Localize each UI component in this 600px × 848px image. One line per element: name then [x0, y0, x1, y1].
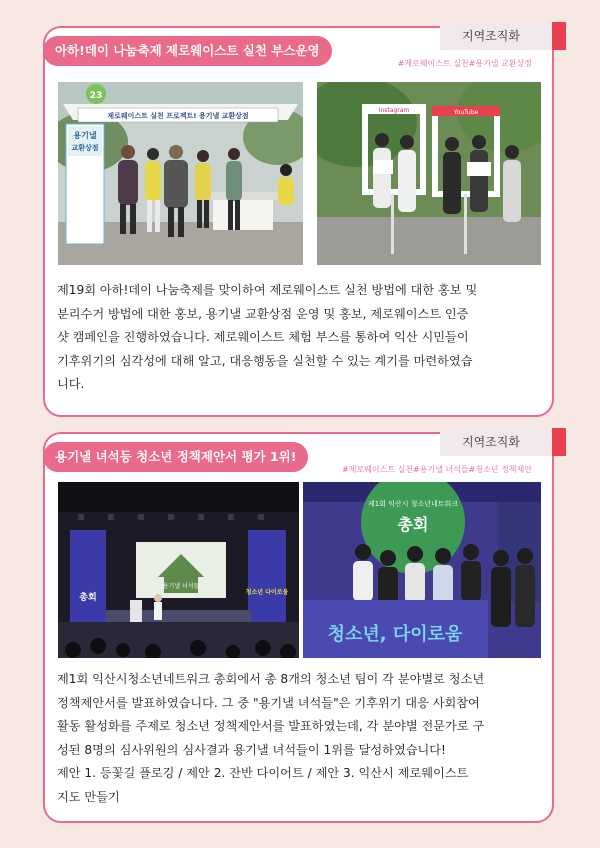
description-line: 제19회 아하!데이 나눔축제를 맞이하여 제로웨이스트 실천 방법에 대한 홍보 및 [57, 283, 478, 297]
floor-banner-text: 청소년, 다이로움 [327, 624, 463, 645]
description-line: 니다. [57, 377, 85, 391]
section-description [57, 668, 543, 809]
description-line: 지도 만들기 [57, 789, 120, 804]
description-line: 분리수거 방법에 대한 홍보, 용기낼 교환상점 운영 및 홍보, 제로웨이스트 인증 [57, 306, 469, 321]
photo-booth [58, 82, 303, 265]
section-title: 아하!데이 나눔축제 제로웨이스트 실천 부스운영 [43, 36, 332, 66]
description-line: 기후위기의 심각성에 대해 알고, 대응행동을 실천할 수 있는 계기를 마련하였습 [57, 353, 473, 368]
category-tag: 지역조직화 [440, 428, 566, 456]
frame-label-2: YouTube [453, 109, 479, 116]
description-line: 제1회 익산시청소년네트워크 총회에서 총 8개의 청소년 팀이 각 분야별로 청소년 [57, 672, 485, 686]
category-tag: 지역조직화 [440, 22, 566, 50]
tent-banner-text: 제로웨이스트 실천 프로젝트! 용기낼 교환상점 [107, 112, 249, 120]
side-banner-2: 교환상점 [71, 144, 99, 152]
photo-group [303, 482, 541, 658]
section-card-policy [43, 432, 554, 823]
group-photo-illustration [303, 482, 541, 658]
section-card-festival [43, 26, 554, 417]
description-line: 성된 8명의 심사위원의 심사결과 용기낼 녀석들이 1위를 달성하였습니다! [57, 742, 446, 757]
side-banner-1: 용기낼 [73, 131, 97, 140]
screen-title: 용기낼 녀석들 [162, 583, 200, 590]
description-line: 정책제안서를 발표하였습니다. 그 중 "용기낼 녀석들"은 기후위기 대응 사회참여 [57, 695, 480, 710]
frames-photo-illustration [317, 82, 541, 265]
description-line: 활동 활성화를 주제로 청소년 정책제안서를 발표하였는데, 각 분야별 전문가로 구 [57, 719, 485, 733]
description-line: 샷 캠페인을 진행하였습니다. 제로웨이스트 체험 부스를 통하여 익산 시민들이 [57, 330, 469, 344]
description-line: 제안 1. 등꽃길 플로깅 / 제안 2. 잔반 다이어트 / 제안 3. 익산시 제로웨이스트 [57, 766, 469, 780]
photo-frames [317, 82, 541, 265]
hashtags: #제로웨이스트 실천#용기낼 녀석들#청소년 정책제안 [341, 465, 532, 474]
sign-number: 23 [89, 91, 103, 101]
frame-label-1: Instagram [378, 107, 410, 114]
section-title: 용기낼 녀석등 청소년 정책제안서 평가 1위! [43, 442, 308, 472]
hashtags: #제로웨이스트 실천#용기낼 교환상점 [397, 59, 532, 68]
booth-photo-illustration [58, 82, 303, 265]
auditorium-banner-left: 총회 [79, 593, 97, 603]
auditorium-banner-right: 청소년 다이로움 [245, 589, 289, 596]
backdrop-big-text: 총회 [397, 515, 429, 534]
backdrop-top-text: 제1회 익산시 청소년네트워크 [367, 500, 459, 508]
section-description [57, 279, 543, 397]
auditorium-photo-illustration [58, 482, 299, 658]
photo-auditorium [58, 482, 299, 658]
